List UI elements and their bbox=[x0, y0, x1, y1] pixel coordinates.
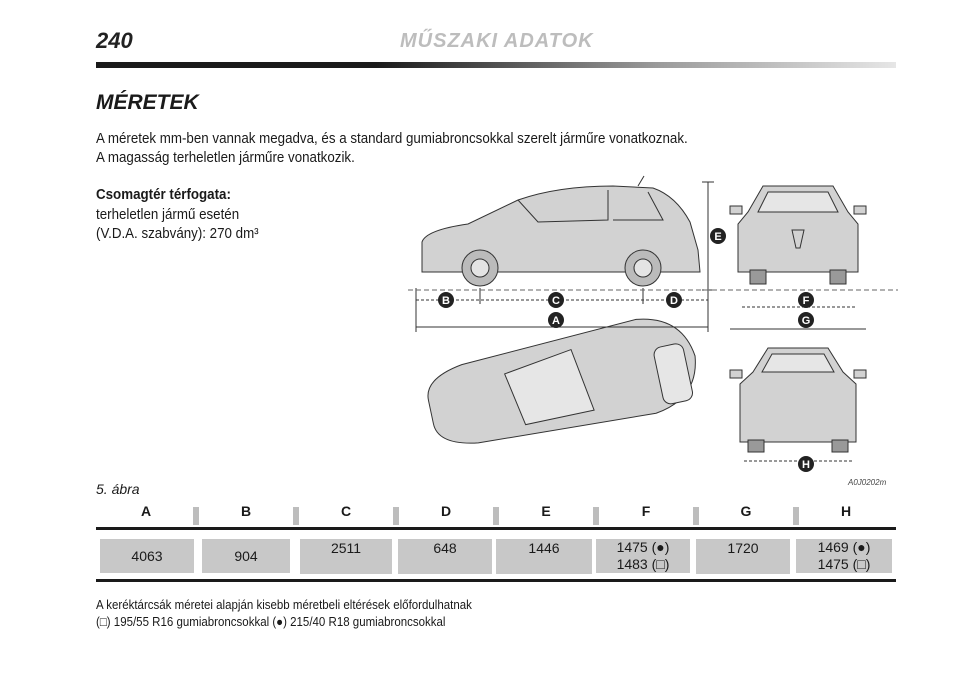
table-cell-A: 4063 bbox=[100, 539, 194, 573]
column-separator bbox=[593, 507, 599, 525]
car-rear-view bbox=[730, 348, 866, 452]
marker-G bbox=[798, 312, 814, 328]
marker-D bbox=[666, 292, 682, 308]
col-header-F: F bbox=[641, 503, 651, 519]
col-header-H: H bbox=[840, 503, 852, 519]
column-separator bbox=[193, 507, 199, 525]
svg-text:G: G bbox=[801, 315, 811, 327]
table-cell-G: 1720 bbox=[696, 539, 790, 574]
table-cell-C: 2511 bbox=[300, 539, 392, 574]
table-cell-H: 1469 (●) 1475 (□) bbox=[796, 539, 892, 573]
col-header-B: B bbox=[240, 503, 252, 519]
column-separator bbox=[293, 507, 299, 525]
section-title: MŰSZAKI ADATOK bbox=[400, 30, 594, 52]
vehicle-dimension-figure bbox=[408, 172, 898, 487]
column-separator bbox=[793, 507, 799, 525]
table-rule-bottom bbox=[96, 579, 896, 582]
header-rule bbox=[96, 62, 896, 68]
svg-text:C: C bbox=[552, 295, 560, 307]
table-cell-E: 1446 bbox=[496, 539, 592, 574]
column-separator bbox=[693, 507, 699, 525]
page-number: 240 bbox=[96, 28, 133, 53]
table-rule-top bbox=[96, 527, 896, 530]
main-heading: MÉRETEK bbox=[96, 91, 199, 114]
svg-text:H: H bbox=[802, 459, 810, 471]
trunk-volume-line-2: (V.D.A. szabvány): 270 dm³ bbox=[96, 226, 259, 242]
figure-code: A0J0202m bbox=[848, 478, 887, 487]
car-front-view bbox=[730, 186, 866, 284]
marker-H bbox=[798, 456, 814, 472]
car-top-view bbox=[421, 309, 705, 459]
marker-E bbox=[710, 228, 726, 244]
table-cell-D: 648 bbox=[398, 539, 492, 574]
svg-text:E: E bbox=[714, 231, 722, 243]
intro-text-line-2: A magasság terheletlen járműre vonatkozik. bbox=[96, 150, 355, 166]
figure-caption: 5. ábra bbox=[96, 481, 140, 497]
table-cell-F: 1475 (●) 1483 (□) bbox=[596, 539, 690, 573]
marker-A bbox=[548, 312, 564, 328]
dimensions-table bbox=[96, 503, 896, 585]
marker-C bbox=[548, 292, 564, 308]
svg-text:B: B bbox=[442, 295, 450, 307]
footnote-line-1: A keréktárcsák méretei alapján kisebb méretbeli eltérések előfordulhatnak bbox=[96, 598, 472, 612]
svg-text:D: D bbox=[670, 295, 678, 307]
svg-text:F: F bbox=[802, 295, 810, 307]
car-side-view bbox=[422, 176, 700, 286]
svg-text:A: A bbox=[552, 315, 560, 327]
col-header-G: G bbox=[740, 503, 752, 519]
col-header-E: E bbox=[541, 503, 551, 519]
marker-F bbox=[798, 292, 814, 308]
col-header-D: D bbox=[440, 503, 452, 519]
marker-B bbox=[438, 292, 454, 308]
intro-text-line-1: A méretek mm-ben vannak megadva, és a standard gumiabroncsokkal szerelt járműre vonatkoznak. bbox=[96, 131, 688, 147]
trunk-volume-line-1: terheletlen jármű esetén bbox=[96, 207, 240, 223]
trunk-volume-heading: Csomagtér térfogata: bbox=[96, 187, 231, 203]
footnote-line-2: (□) 195/55 R16 gumiabroncsokkal (●) 215/40 R18 gumiabroncsokkal bbox=[96, 615, 446, 629]
table-cell-B: 904 bbox=[202, 539, 290, 573]
column-separator bbox=[393, 507, 399, 525]
col-header-A: A bbox=[140, 503, 152, 519]
column-separator bbox=[493, 507, 499, 525]
col-header-C: C bbox=[340, 503, 352, 519]
